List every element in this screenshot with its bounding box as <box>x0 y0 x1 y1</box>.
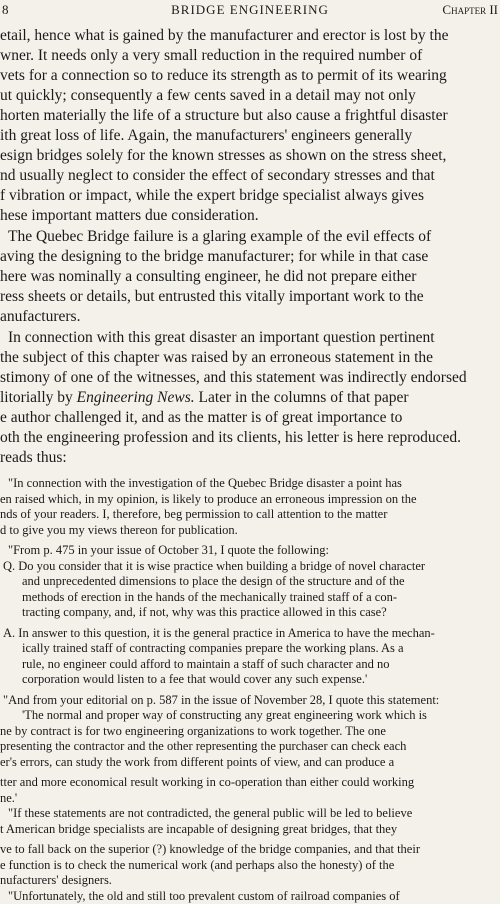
quote-line: ically trained staff of contracting companies prepare the working plans. As a <box>22 641 404 655</box>
body-line: ut quickly; consequently a few cents saved in a detail may not only <box>0 87 416 104</box>
line-text: litorially by <box>0 389 73 406</box>
quote-line: d to give you my views thereon for publication. <box>0 522 238 537</box>
body-line: etail, hence what is gained by the manufacturer and erector is lost by the <box>0 27 449 44</box>
quote-line: "From p. 475 in your issue of October 31, I quote the following: <box>8 543 330 557</box>
quote-line: t American bridge specialists are incapable of designing great bridges, that they <box>0 821 398 836</box>
body-line: esign bridges solely for the known stresses as shown on the stress sheet, <box>0 147 447 164</box>
body-line: vets for a connection so to reduce its strength as to permit of its wearing <box>0 67 447 84</box>
quote-line: 'The normal and proper way of constructing any great engineering work which is <box>22 708 427 722</box>
quote-line: nufacturers' designers. <box>0 873 112 887</box>
body-line: wner. It needs only a very small reduction in the required number of <box>0 47 423 64</box>
body-line: reads thus: <box>0 449 67 466</box>
quote-line: and unprecedented dimensions to place the design of the structure and of the <box>22 574 405 588</box>
body-line: here was nominally a consulting engineer, he did not prepare either <box>0 268 417 285</box>
body-line: oth the engineering profession and its clients, his letter is here reproduced. <box>0 429 461 446</box>
running-header <box>0 2 500 20</box>
quote-line: en raised which, in my opinion, is likely to produce an erroneous impression on the <box>0 491 417 506</box>
body-line: ress sheets or details, but entrusted this vitally important work to the <box>0 288 424 305</box>
quote-line: e function is to check the numerical work (and perhaps also the honesty) of the <box>0 857 395 872</box>
quote-line: tter and more economical result working in co-operation than either could working <box>0 775 415 789</box>
body-line: e author challenged it, and as the matter is of great importance to <box>0 409 403 426</box>
chapter-label: Chapter II <box>442 2 498 17</box>
body-line: In connection with this great disaster an important question pertinent <box>8 329 435 346</box>
quote-line: "Unfortunately, the old and still too prevalent custom of railroad companies of <box>8 888 400 903</box>
quote-line: tracting company, and, if not, why was this practice allowed in this case? <box>22 605 387 619</box>
quote-line: "If these statements are not contradicted, the general public will be led to believe <box>8 806 413 820</box>
line-text: Later in the columns of that paper <box>198 389 409 406</box>
quote-line: ne.' <box>0 790 18 805</box>
quote-line: "In connection with the investigation of the Quebec Bridge disaster a point has <box>8 476 402 490</box>
page-number: 8 <box>2 2 9 17</box>
quote-line: ve to fall back on the superior (?) knowledge of the bridge companies, and that their <box>0 842 420 856</box>
quote-line: Q. Do you consider that it is wise practice when building a bridge of novel character <box>3 558 426 573</box>
body-line: the subject of this chapter was raised by an erroneous statement in the <box>0 349 434 366</box>
quote-line: corporation would listen to a fee that would cover any such expense.' <box>22 672 368 686</box>
quote-line: "And from your editorial on p. 587 in the issue of November 28, I quote this statement: <box>3 692 440 707</box>
quote-line: ne by contract is for two engineering organizations to work together. The one <box>0 723 386 738</box>
body-line <box>0 389 409 407</box>
body-line: f vibration or impact, while the expert bridge specialist always gives <box>0 187 424 204</box>
body-line: aving the designing to the bridge manufacturer; for while in that case <box>0 248 429 265</box>
quote-line: presenting the contractor and the other representing the purchaser can check each <box>0 739 407 753</box>
body-line: hese important matters due consideration. <box>0 207 259 224</box>
body-line: horten materially the life of a structure but also cause a frightful disaster <box>0 107 448 124</box>
quote-line: nds of your readers. I, therefore, beg permission to call attention to the matter <box>0 507 388 521</box>
body-line: nd usually neglect to consider the effect of secondary stresses and that <box>0 167 435 184</box>
body-line: stimony of one of the witnesses, and this statement was indirectly endorsed <box>0 369 467 386</box>
quote-line: er's errors, can study the work from different points of view, and can produce a <box>0 754 395 769</box>
body-line: The Quebec Bridge failure is a glaring example of the evil effects of <box>8 228 432 245</box>
body-line: anufacturers. <box>0 308 81 325</box>
running-title: BRIDGE ENGINEERING <box>171 2 329 17</box>
body-line: ith great loss of life. Again, the manufacturers' engineers generally <box>0 127 413 144</box>
quote-line: rule, no engineer could afford to maintain a staff of such character and no <box>22 656 390 671</box>
journal-title: Engineering News. <box>76 389 195 406</box>
quote-line: methods of erection in the hands of the mechanically trained staff of a con- <box>22 589 397 604</box>
quote-line: A. In answer to this question, it is the general practice in America to have the mechan- <box>3 625 435 640</box>
